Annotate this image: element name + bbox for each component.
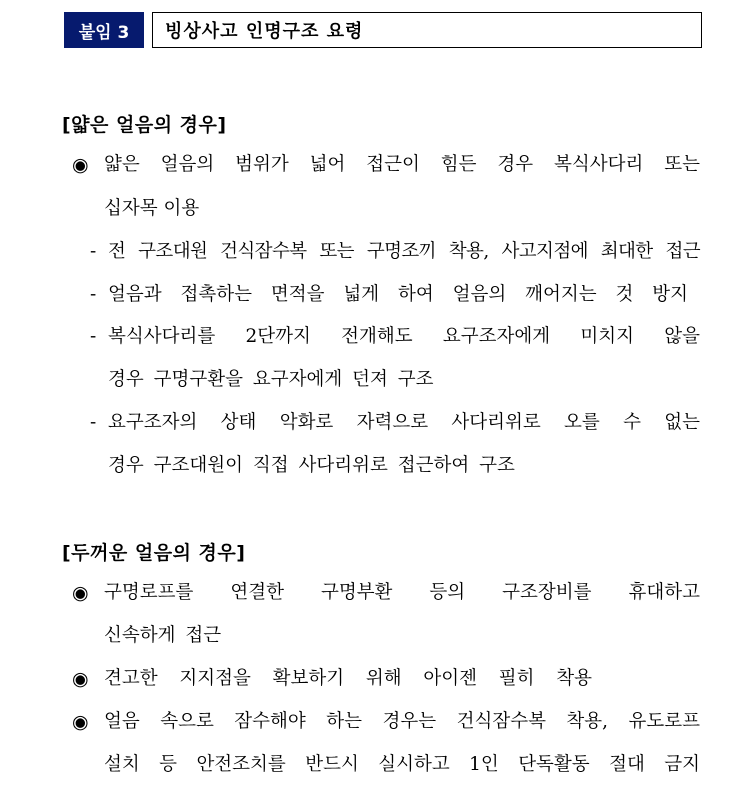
attachment-badge: 붙임 3 bbox=[64, 12, 144, 48]
bullet-icon: ◉ bbox=[72, 582, 89, 604]
thin-bullet1-line2: 십자목 이용 bbox=[104, 198, 200, 219]
document-header bbox=[64, 12, 702, 48]
dash-marker: - bbox=[90, 412, 97, 433]
dash-marker: - bbox=[90, 326, 97, 347]
thin-dash3-line1: 복식사다리를 2단까지 전개해도 요구조자에게 미치지 않을 bbox=[108, 326, 700, 347]
thick-bullet3-line2: 설치 등 안전조치를 반드시 실시하고 1인 단독활동 절대 금지 bbox=[104, 754, 700, 775]
section-heading-thick-ice: [두꺼운 얼음의 경우] bbox=[62, 542, 246, 564]
thin-dash4-line1: 요구조자의 상태 악화로 자력으로 사다리위로 오를 수 없는 bbox=[108, 412, 700, 433]
section-heading-thin-ice: [얇은 얼음의 경우] bbox=[62, 114, 227, 136]
thick-bullet1-line2: 신속하게 접근 bbox=[104, 625, 222, 646]
bullet-icon: ◉ bbox=[72, 154, 89, 176]
bullet-icon: ◉ bbox=[72, 668, 89, 690]
thick-bullet3-line1: 얼음 속으로 잠수해야 하는 경우는 건식잠수복 착용, 유도로프 bbox=[104, 711, 700, 732]
thin-bullet1-line1: 얇은 얼음의 범위가 넓어 접근이 힘든 경우 복식사다리 또는 bbox=[104, 154, 700, 175]
thin-dash1: 전 구조대원 건식잠수복 또는 구명조끼 착용, 사고지점에 최대한 접근 bbox=[108, 241, 700, 262]
thin-dash3-line2: 경우 구명구환을 요구자에게 던져 구조 bbox=[108, 369, 434, 390]
dash-marker: - bbox=[90, 241, 97, 262]
thin-dash2: 얼음과 접촉하는 면적을 넓게 하여 얼음의 깨어지는 것 방지 bbox=[108, 284, 688, 305]
thin-dash4-line2: 경우 구조대원이 직접 사다리위로 접근하여 구조 bbox=[108, 455, 515, 476]
bullet-icon: ◉ bbox=[72, 711, 89, 733]
thick-bullet2: 견고한 지지점을 확보하기 위해 아이젠 필히 착용 bbox=[104, 668, 592, 689]
thick-bullet1-line1: 구명로프를 연결한 구명부환 등의 구조장비를 휴대하고 bbox=[104, 582, 700, 603]
dash-marker: - bbox=[90, 284, 97, 305]
page-title: 빙상사고 인명구조 요령 bbox=[152, 12, 702, 48]
